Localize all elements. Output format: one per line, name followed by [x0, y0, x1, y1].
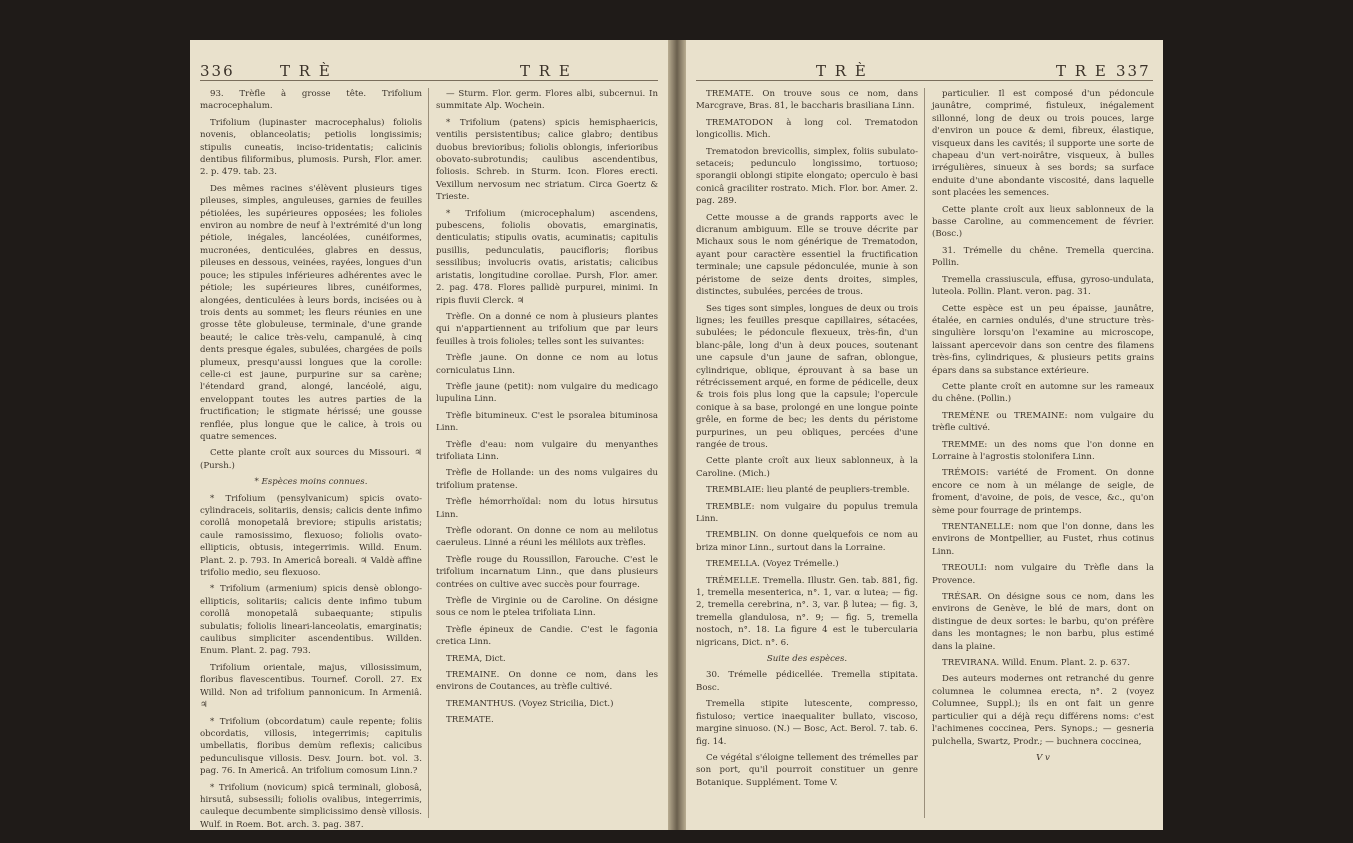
paragraph: Trèfle bitumineux. C'est le psoralea bituminosa Linn. — [436, 410, 658, 434]
paragraph: * Espèces moins connues. — [254, 477, 368, 488]
paragraph: Trèfle odorant. On donne ce nom au melilotus caeruleus. Linné a réuni les mélilots aux trèfles. — [436, 526, 658, 549]
right-header-left: T R È — [816, 62, 868, 80]
paragraph: TREMME: un des noms que l'on donne en Lorraine à l'agrostis stolonifera Linn. — [932, 439, 1154, 462]
paragraph: * Trifolium (microcephalum) ascendens, pubescens, foliolis obovatis, emarginatis, denticulatis; stipulis ovatis, acuminatis; capitulis pusillis, pedunculatis, paucifloris; floribus sessilibus; involucris ovatis, aristatis; calicibus aristatis, longitudine corollae. Pursh, Flor. amer. 2. pag. 478. Flores pallidè purpurei, minimi. In ripis fluvii Clerck. ♃ — [436, 208, 658, 306]
paragraph: 93. Trèfle à grosse tête. Trifolium macrocephalum. — [200, 89, 422, 112]
paragraph: Trèfle jaune. On donne ce nom au lotus corniculatus Linn. — [436, 353, 658, 376]
paragraph: TREMBLIN. On donne quelquefois ce nom au briza minor Linn., surtout dans la Lorraine. — [696, 530, 918, 553]
left-column-2 — [436, 88, 658, 731]
paragraph: Cette plante croît aux lieux sablonneux, à la Caroline. (Mich.) — [696, 456, 918, 479]
paragraph: 31. Trémelle du chêne. Tremella quercina. Pollin. — [932, 245, 1154, 269]
right-page-number: 337 — [1116, 62, 1151, 80]
paragraph: Trifolium (lupinaster macrocephalus) foliolis novenis, oblanceolatis; petiolis longissimis; stipulis cuneatis, inciso-tridentatis; calicinis dentibus filiformibus, plumosis. Pursh, Flor. amer. 2. p. 479. tab. 23. — [200, 117, 422, 178]
paragraph: Trèfle. On a donné ce nom à plusieurs plantes qui n'appartiennent au trifolium que par leurs feuilles à trois folioles; telles sont les suivantes: — [436, 311, 658, 347]
paragraph: TRÉMOIS: variété de Froment. On donne encore ce nom à un mélange de seigle, de froment, d'avoine, de pois, de vesce, &c., qu'on sème pour fourrage de printemps. — [932, 468, 1154, 516]
book-gutter — [668, 40, 686, 830]
paragraph: Trèfle jaune (petit): nom vulgaire du medicago lupulina Linn. — [436, 381, 658, 405]
paragraph: Tremella stipite lutescente, compresso, fistuloso; vertice inaequaliter bullato, viscoso, margine sinuoso. (N.) — Bosc, Act. Berol. 7. tab. 6. fig. 14. — [696, 699, 918, 747]
left-page — [190, 40, 668, 830]
paragraph: Ce végétal s'éloigne tellement des trémelles par son port, qu'il pourroit constituer un genre Botanique. Supplément. Tome V. — [696, 752, 918, 788]
paragraph: * Trifolium (novicum) spicâ terminali, globosâ, hirsutâ, subsessili; foliolis ovalibus, integerrimis, cauleque decumbente simplicissimo densè villosis. Wulf. in Roem. Bot. arch. 3. pag. 387. — [200, 782, 422, 830]
left-header-left: T R È — [280, 62, 332, 80]
paragraph: Tremella crassiuscula, effusa, gyroso-undulata, luteola. Pollin. Plant. veron. pag. 31. — [932, 274, 1154, 298]
header-rule — [696, 80, 1153, 81]
paragraph: Trèfle rouge du Roussillon, Farouche. C'est le trifolium incarnatum Linn., que dans plusieurs contrées on cultive avec succès pour fourrage. — [436, 554, 658, 590]
paragraph: * Trifolium (pensylvanicum) spicis ovato-cylindraceis, solitariis, densis; calicis dente infimo corollâ monopetalâ breviore; stipulis aristatis; caule ramosissimo, flexuoso; foliolis ovato-ellipticis, obtusis, integerrimis. Willd. Enum. Plant. 2. p. 793. In Americâ boreali. ♃ Valdè affine trifolio medio, seu flexuoso. — [200, 493, 422, 579]
paragraph: TREMELLA. (Voyez Trémelle.) — [706, 559, 839, 570]
paragraph: TREOULI: nom vulgaire du Trèfle dans la Provence. — [932, 563, 1154, 586]
paragraph: Des auteurs modernes ont retranché du genre columnea le columnea erecta, n°. 2 (voyez Columnee, Suppl.); ils en ont fait un genre particulier qui a déjà reçu différens noms: c'est l'achimenes coccinea, Pers. Synops.; — gesneria pulchella, Swartz, Prodr.; — buchnera coccinea, — [932, 674, 1154, 747]
paragraph: TREMANTHUS. (Voyez Stricilia, Dict.) — [446, 698, 614, 709]
right-column-1 — [696, 88, 918, 793]
paragraph: Cette mousse a de grands rapports avec le dicranum ambiguum. Elle se trouve décrite par Michaux sous le nom générique de Trematodon, ayant pour caractère essentiel la fructification terminale; une capsule pédonculée, munie à son péristome de seize dents droites, simples, distinctes, subulées, percées de trous. — [696, 212, 918, 298]
paragraph: TREMBLAIE: lieu planté de peupliers-tremble. — [706, 485, 910, 496]
paragraph: TREMA, Dict. — [446, 653, 506, 664]
paragraph: particulier. Il est composé d'un pédoncule jaunâtre, comprimé, fistuleux, inégalement sillonné, long de deux ou trois pouces, large d'environ un pouce & demi, fibreux, élastique, visqueux dans les cavités; il supporte une sorte de chapeau d'un vert-noirâtre, visqueux, à bulles irrégulières, sinueux à ses bords; sa surface enduite d'une abondante viscosité, dans laquelle sont placées les semences. — [932, 89, 1154, 199]
paragraph: Trifolium orientale, majus, villosissimum, floribus flavescentibus. Tournef. Coroll. 27. Ex Willd. Non ad trifolium pannonicum. In Armeniâ. ♃ — [200, 662, 422, 711]
paragraph: TREVIRANA. Willd. Enum. Plant. 2. p. 637. — [942, 658, 1130, 669]
paragraph: TRENTANELLE: nom que l'on donne, dans les environs de Montpellier, au Fustet, rhus cotinus Linn. — [932, 522, 1154, 557]
paragraph: TRÉMELLE. Tremella. Illustr. Gen. tab. 881, fig. 1, tremella mesenterica, n°. 1, var. α lutea; — fig. 2, tremella cerebrina, n°. 3, var. β lutea; — fig. 3, tremella glandulosa, n°. 9; — fig. 5, tremella nostoch, n°. 18. La figure 4 est le tubercularia nigricans, Dict. n°. 6. — [696, 575, 918, 648]
paragraph: * Trifolium (obcordatum) caule repente; foliis obcordatis, villosis, integerrimis; capitulis umbellatis, floribus demùm reflexis; calicibus pedunculisque villosis. Desv. Journ. bot. vol. 3. pag. 76. In Americâ. An trifolium comosum Linn.? — [200, 716, 422, 777]
paragraph: TREMATODON à long col. Trematodon longicollis. Mich. — [696, 117, 918, 141]
paragraph: Cette plante croît en automne sur les rameaux du chêne. (Pollin.) — [932, 381, 1154, 405]
right-page — [686, 40, 1163, 830]
paragraph: TREMAINE. On donne ce nom, dans les environs de Coutances, au trèfle cultivé. — [436, 670, 658, 693]
paragraph: * Trifolium (patens) spicis hemisphaericis, ventilis persistentibus; calice glabro; dentibus duobus brevioribus; foliolis oblongis, inferioribus obovato-subrotundis; caulibus ascendentibus, foliosis. Schreb. in Sturm. Icon. Flores erecti. Vexillum nervosum nec striatum. Circa Goertz & Trieste. — [436, 117, 658, 203]
paragraph: Trèfle épineux de Candie. C'est le fagonia cretica Linn. — [436, 624, 658, 648]
left-page-number: 336 — [200, 62, 235, 80]
paragraph: Trèfle de Virginie ou de Caroline. On désigne sous ce nom le ptelea trifoliata Linn. — [436, 596, 658, 619]
paragraph: TRÉSAR. On désigne sous ce nom, dans les environs de Genève, le blé de mars, dont on distingue de deux sortes: le barbu, qu'on préfère dans les montagnes; le non barbu, plus estimé dans la plaine. — [932, 592, 1154, 652]
paragraph: Cette espèce est un peu épaisse, jaunâtre, étalée, en carnies ondulés, d'une structure très-singulière lorsqu'on l'examine au microscope, laissant apercevoir dans son centre des filamens très-fins, cylindriques, & plusieurs petits grains épars dans sa substance extérieure. — [932, 303, 1154, 376]
paragraph: TREMATE. On trouve sous ce nom, dans Marcgrave, Bras. 81, le baccharis brasiliana Linn. — [696, 89, 918, 112]
left-header-right: T R E — [520, 62, 572, 80]
paragraph: 30. Trémelle pédicellée. Tremella stipitata. Bosc. — [696, 670, 918, 693]
header-rule — [200, 80, 658, 81]
column-divider — [924, 88, 925, 818]
paragraph: Cette plante croît aux sources du Missouri. ♃ (Pursh.) — [200, 448, 422, 471]
paragraph: Des mêmes racines s'élèvent plusieurs tiges pileuses, simples, anguleuses, garnies de feuilles pétiolées, les supérieures opposées; les folioles environ au nombre de neuf à l'extrémité d'un long pétiole, inégales, lancéolées, cunéiformes, mucronées, denticulées, glabres en dessus, pileuses en dessous, veinées, rayées, longues d'un pouce; les stipules inférieures adhérentes avec le pétiole; les supérieures libres, cunéiformes, alongées, denticulées à leurs bords, incisées ou à trois dents au sommet; les fleurs réunies en une grosse tête globuleuse, terminale, d'une grande beauté; le calice très-velu, campanulé, à cinq dents presque égales, subulées, chargées de poils plumeux, presqu'aussi longues que la corolle: celle-ci est jaune, purpurine sur sa carène; l'étendard grand, alongé, lancéolé, aigu, enveloppant toutes les autres parties de la fructification; le stigmate hérissé; une gousse renflée, plus longue que le calice, à trois ou quatre semences. — [200, 183, 422, 442]
right-header-right: T R E — [1056, 62, 1108, 80]
paragraph: * Trifolium (armenium) spicis densè oblongo-ellipticis, solitariis; calicis dente infimo tubum corollâ monopetalâ subaequante; stipulis subulatis; foliolis lineari-lanceolatis, emarginatis; caulibus simpliciter ascendentibus. Willden. Enum. Plant. 2. pag. 793. — [200, 584, 422, 657]
paragraph: TREMÈNE ou TREMAINE: nom vulgaire du trèfle cultivé. — [932, 410, 1154, 434]
paragraph: Cette plante croît aux lieux sablonneux de la basse Caroline, au commencement de février. (Bosc.) — [932, 204, 1154, 240]
paragraph: Suite des espèces. — [766, 654, 848, 665]
left-column-1 — [200, 88, 422, 830]
paragraph: Trematodon brevicollis, simplex, foliis subulato-setaceis; pedunculo longissimo, tortuoso; sporangii oblongi stipite elongato; operculo è basi conicâ graciliter rostrato. Mich. Flor. bor. Amer. 2. pag. 289. — [696, 146, 918, 207]
right-column-2 — [932, 88, 1154, 768]
paragraph: TREMBLE: nom vulgaire du populus tremula Linn. — [696, 501, 918, 524]
paragraph: Trèfle hémorrhoïdal: nom du lotus hirsutus Linn. — [436, 497, 658, 520]
paragraph: V v — [1036, 752, 1050, 763]
paragraph: TREMATE. — [446, 715, 494, 726]
column-divider — [428, 88, 429, 818]
paragraph: Ses tiges sont simples, longues de deux ou trois lignes; les feuilles presque capillaires, sétacées, subulées; le pédoncule flexueux, très-fin, d'un blanc-pâle, long d'un à deux pouces, soutenant une capsule d'un jaune de safran, oblongue, cylindrique, oblique, éprouvant à sa base un rétrécissement arqué, en forme de pédicelle, deux & trois fois plus long que la capsule; l'opercule conique à sa base, prolongé en une longue pointe grêle, en forme de bec; les dents du péristome purpurines, un peu obliques, percées d'une rangée de trous. — [696, 303, 918, 450]
paragraph: Trèfle d'eau: nom vulgaire du menyanthes trifoliata Linn. — [436, 439, 658, 462]
paragraph: Trèfle de Hollande: un des noms vulgaires du trifolium pratense. — [436, 468, 658, 491]
paragraph: — Sturm. Flor. germ. Flores albi, subcernui. In summitate Alp. Wochein. — [436, 89, 658, 112]
